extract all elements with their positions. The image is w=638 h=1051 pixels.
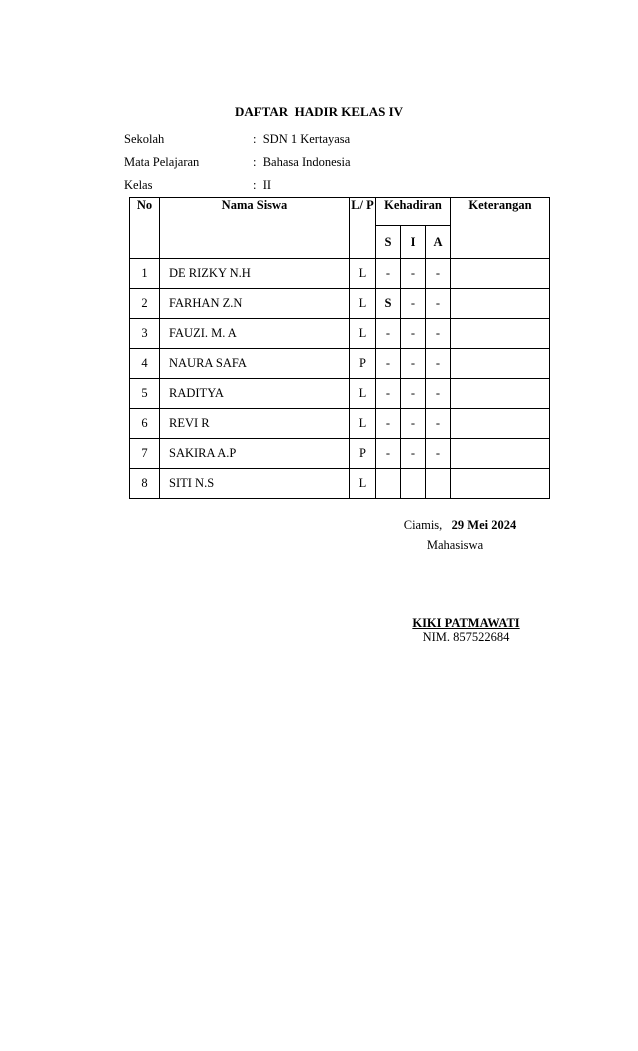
signature-name: KIKI PATMAWATI — [412, 616, 520, 630]
attendance-sick: - — [376, 319, 401, 349]
student-note — [451, 379, 550, 409]
table-row — [130, 259, 550, 289]
student-name: REVI R — [160, 409, 350, 439]
student-gender: L — [350, 259, 376, 289]
attendance-sick: - — [376, 349, 401, 379]
header-no: No — [130, 198, 160, 259]
attendance-absent: - — [426, 439, 451, 469]
attendance-absent: - — [426, 259, 451, 289]
attendance-absent: - — [426, 409, 451, 439]
attendance-absent — [426, 469, 451, 499]
row-number: 5 — [130, 379, 160, 409]
attendance-permit: - — [401, 379, 426, 409]
student-name: SITI N.S — [160, 469, 350, 499]
info-label-school: Sekolah — [124, 132, 165, 146]
row-number: 7 — [130, 439, 160, 469]
table-row — [130, 469, 550, 499]
student-name: SAKIRA A.P — [160, 439, 350, 469]
row-number: 4 — [130, 349, 160, 379]
attendance-sick — [376, 469, 401, 499]
student-name: NAURA SAFA — [160, 349, 350, 379]
signature-date: 29 Mei 2024 — [451, 518, 517, 532]
attendance-permit: - — [401, 349, 426, 379]
student-note — [451, 349, 550, 379]
info-label-class: Kelas — [124, 178, 153, 192]
header-s: S — [376, 226, 401, 259]
header-name: Nama Siswa — [160, 198, 350, 259]
student-name: DE RIZKY N.H — [160, 259, 350, 289]
signature-place: Ciamis, — [403, 518, 443, 532]
info-value-subject: : Bahasa Indonesia — [253, 155, 351, 169]
attendance-permit — [401, 469, 426, 499]
student-note — [451, 319, 550, 349]
info-value-school: : SDN 1 Kertayasa — [253, 132, 351, 146]
header-note: Keterangan — [451, 198, 550, 259]
row-number: 6 — [130, 409, 160, 439]
info-value-class: : II — [253, 178, 272, 192]
student-note — [451, 439, 550, 469]
table-row — [130, 319, 550, 349]
student-gender: P — [350, 439, 376, 469]
document-title: DAFTAR HADIR KELAS IV — [234, 104, 404, 119]
student-gender: L — [350, 289, 376, 319]
info-label-subject: Mata Pelajaran — [124, 155, 200, 169]
attendance-sick: S — [376, 289, 401, 319]
student-gender: L — [350, 379, 376, 409]
attendance-sick: - — [376, 409, 401, 439]
student-note — [451, 469, 550, 499]
attendance-absent: - — [426, 289, 451, 319]
student-name: RADITYA — [160, 379, 350, 409]
student-name: FARHAN Z.N — [160, 289, 350, 319]
attendance-sick: - — [376, 439, 401, 469]
attendance-permit: - — [401, 259, 426, 289]
signature-nim: NIM. 857522684 — [422, 630, 510, 644]
attendance-absent: - — [426, 379, 451, 409]
student-gender: P — [350, 349, 376, 379]
row-number: 2 — [130, 289, 160, 319]
attendance-sick: - — [376, 259, 401, 289]
header-attendance: Kehadiran — [376, 198, 451, 226]
student-note — [451, 289, 550, 319]
attendance-absent: - — [426, 319, 451, 349]
header-a: A — [426, 226, 451, 259]
student-gender: L — [350, 319, 376, 349]
student-gender: L — [350, 409, 376, 439]
signature-role: Mahasiswa — [426, 538, 484, 552]
attendance-sick: - — [376, 379, 401, 409]
student-note — [451, 409, 550, 439]
table-row — [130, 349, 550, 379]
student-note — [451, 259, 550, 289]
header-gender: L/ P — [350, 198, 376, 259]
header-i: I — [401, 226, 426, 259]
table-row — [130, 289, 550, 319]
row-number: 1 — [130, 259, 160, 289]
attendance-permit: - — [401, 289, 426, 319]
student-name: FAUZI. M. A — [160, 319, 350, 349]
row-number: 8 — [130, 469, 160, 499]
table-row — [130, 409, 550, 439]
table-row — [130, 439, 550, 469]
signature-place-date — [360, 518, 560, 533]
attendance-absent: - — [426, 349, 451, 379]
attendance-table — [129, 197, 550, 499]
attendance-permit: - — [401, 439, 426, 469]
table-row — [130, 379, 550, 409]
attendance-permit: - — [401, 409, 426, 439]
student-gender: L — [350, 469, 376, 499]
attendance-permit: - — [401, 319, 426, 349]
row-number: 3 — [130, 319, 160, 349]
